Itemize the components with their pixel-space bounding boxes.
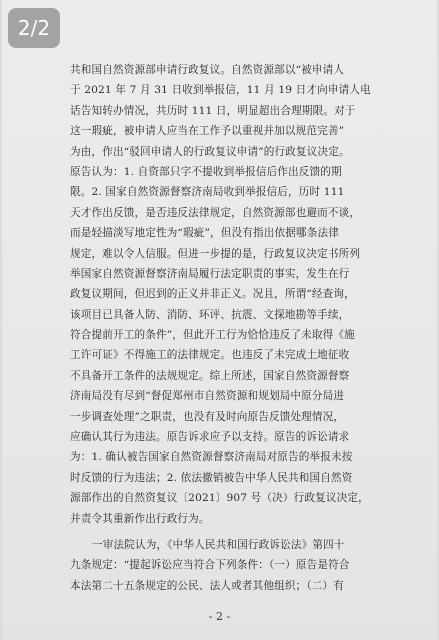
paragraph-1 — [70, 60, 388, 529]
text-line: 于 2021 年 7 月 31 日收到举报信，11 月 19 日才向申请人电 — [70, 84, 371, 97]
text-line: 天才作出反馈，是否违反法律规定，自然资源部也避而不谈， — [70, 206, 361, 219]
text-line: 济南局没有尽到“督促郑州市自然资源和规划局中原分局进 — [70, 390, 345, 403]
text-line: 并责令其重新作出行政行为。 — [70, 512, 210, 525]
text-line: 共和国自然资源部申请行政复议。自然资源部以“被申请人 — [70, 64, 345, 76]
text-line: 规定，难以令人信服。但进一步提的是，行政复议决定书所列 — [70, 247, 361, 260]
text-line: 政复议期间，但迟到的正义并非正义。况且，所谓“经查询， — [70, 288, 355, 301]
text-line: 这一瑕疵，被申请人应当在工作予以重视并加以规范完善” — [70, 125, 345, 138]
text-line: 一步调查处理”之职责，也没有及时向原告反馈处理情况， — [70, 410, 345, 423]
page-indicator-badge: 2/2 — [8, 8, 60, 48]
page-body — [70, 60, 388, 596]
text-line: 符合提前开工的条件”，但此开工行为恰恰违反了未取得《施 — [70, 329, 355, 342]
text-line: 本法第二十五条规定的公民、法人或者其他组织；（二）有 — [70, 579, 345, 592]
paragraph-2 — [70, 535, 388, 596]
text-line: 话告知转办情况，共历时 111 日，明显超出合理期限。对于 — [70, 104, 356, 117]
text-line: 源部作出的自然资复议〔2021〕907 号（决）行政复议决定， — [70, 492, 369, 505]
text-line: 一审法院认为，《中华人民共和国行政诉讼法》第四十 — [92, 538, 345, 551]
document-page — [2, 0, 437, 640]
text-line: 为由，作出“驳回申请人的行政复议申请”的行政复议决定。 — [70, 145, 350, 158]
text-line: 不具备开工条件的法规规定。综上所述，国家自然资源督察 — [70, 369, 350, 382]
page-number: - 2 - — [208, 610, 231, 623]
text-line: 应确认其行为违法。原告诉求应予以支持。原告的诉讼请求 — [70, 431, 350, 444]
text-line: 时反馈的行为违法；2. 依法撤销被告中华人民共和国自然资 — [70, 471, 353, 484]
text-line: 而是轻描淡写地定性为“瑕疵”，但没有指出依据哪条法律 — [70, 227, 339, 240]
text-line: 举国家自然资源督察济南局履行法定职责的事实，发生在行 — [70, 267, 350, 280]
text-line: 工许可证》不得施工的法律规定。也违反了未完成土地征收 — [70, 349, 350, 362]
text-line: 限。2. 国家自然资源督察济南局收到举报信后，历时 111 — [70, 186, 345, 199]
text-line: 九条规定：“提起诉讼应当符合下列条件：（一）原告是符合 — [70, 559, 350, 572]
text-line: 原告认为：1. 自资部只字不提收到举报信后作出反馈的期 — [70, 165, 342, 178]
text-line: 该项目已具备人防、消防、环评、抗震、文探地勘等手续， — [70, 308, 350, 321]
text-line: 为：1. 确认被告国家自然资源督察济南局对原告的举报未按 — [70, 451, 353, 464]
